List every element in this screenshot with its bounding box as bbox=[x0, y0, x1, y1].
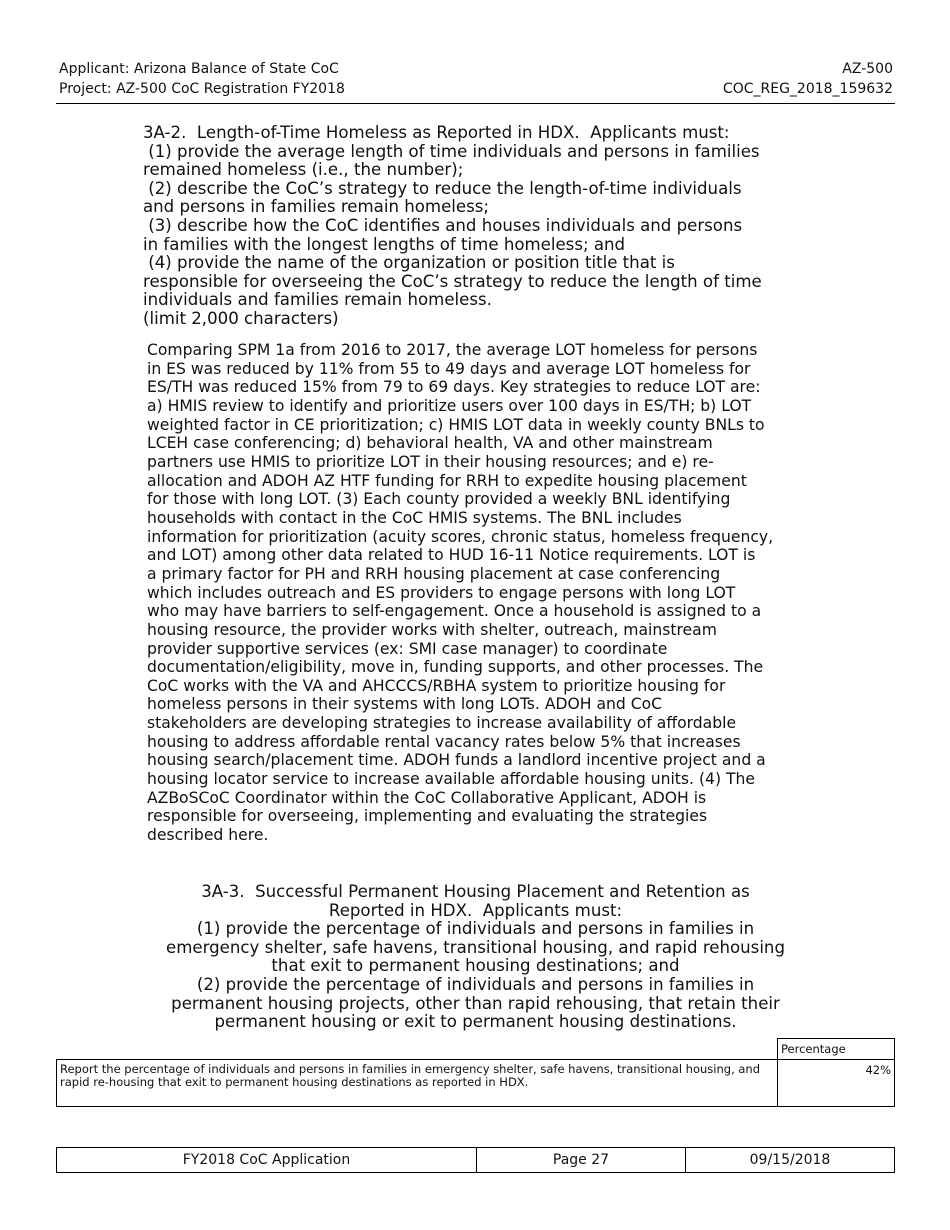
footer-application: FY2018 CoC Application bbox=[57, 1148, 477, 1173]
text-line: responsible for overseeing, implementing and evaluating the strategies bbox=[147, 807, 708, 826]
text-line: who may have barriers to self-engagement. Once a household is assigned to a bbox=[147, 602, 762, 621]
footer-page-number: Page 27 bbox=[477, 1148, 686, 1173]
page-footer bbox=[56, 1147, 895, 1173]
text-line: (3) describe how the CoC identifies and houses individuals and persons bbox=[143, 215, 743, 235]
text-line: (1) provide the percentage of individuals and persons in families in bbox=[196, 919, 755, 939]
text-line: housing resource, the provider works with shelter, outreach, mainstream bbox=[147, 620, 717, 639]
question-3a3 bbox=[143, 883, 808, 1032]
registration-id: COC_REG_2018_159632 bbox=[722, 81, 893, 97]
percentage-table bbox=[56, 1038, 895, 1107]
text-line: partners use HMIS to prioritize LOT in their housing resources; and e) re- bbox=[147, 452, 714, 471]
table-corner bbox=[57, 1039, 778, 1060]
text-line: (2) describe the CoC’s strategy to reduce the length-of-time individuals bbox=[143, 178, 742, 198]
metric-description: Report the percentage of individuals and persons in families in emergency shelter, safe havens, transitional housing, and rapid re-housing that exit to permanent housing destinations as reported in HDX. bbox=[57, 1060, 778, 1107]
text-line: (2) provide the percentage of individuals and persons in families in bbox=[196, 974, 755, 994]
page-header-left bbox=[59, 59, 345, 99]
text-line: permanent housing projects, other than rapid rehousing, that retain their bbox=[171, 993, 780, 1013]
answer-3a2 bbox=[147, 341, 817, 845]
text-line: ES/TH was reduced 15% from 79 to 69 days. Key strategies to reduce LOT are: bbox=[147, 378, 761, 397]
text-line: allocation and ADOH AZ HTF funding for RRH to expedite housing placement bbox=[147, 471, 747, 490]
coc-number: AZ-500 bbox=[842, 61, 893, 77]
table-row bbox=[57, 1060, 895, 1107]
text-line: a) HMIS review to identify and prioritize users over 100 days in ES/TH; b) LOT bbox=[147, 396, 752, 415]
text-line: in families with the longest lengths of time homeless; and bbox=[143, 234, 626, 254]
text-line: weighted factor in CE prioritization; c) HMIS LOT data in weekly county BNLs to bbox=[147, 415, 765, 434]
text-line: (4) provide the name of the organization or position title that is bbox=[143, 253, 675, 273]
text-line: for those with long LOT. (3) Each county provided a weekly BNL identifying bbox=[147, 490, 731, 509]
text-line: (1) provide the average length of time individuals and persons in families bbox=[143, 141, 760, 161]
text-line: a primary factor for PH and RRH housing placement at case conferencing bbox=[147, 564, 721, 583]
text-line: Comparing SPM 1a from 2016 to 2017, the average LOT homeless for persons bbox=[147, 341, 758, 359]
text-line: responsible for overseeing the CoC’s strategy to reduce the length of time bbox=[143, 271, 762, 291]
text-line: individuals and families remain homeless. bbox=[143, 290, 492, 310]
text-line: stakeholders are developing strategies to increase availability of affordable bbox=[147, 714, 737, 733]
header-divider bbox=[56, 103, 895, 104]
text-line: AZBoSCoC Coordinator within the CoC Collaborative Applicant, ADOH is bbox=[147, 788, 707, 807]
text-line: households with contact in the CoC HMIS systems. The BNL includes bbox=[147, 508, 682, 527]
text-line: information for prioritization (acuity scores, chronic status, homeless frequency, bbox=[147, 527, 774, 546]
text-line: Reported in HDX. Applicants must: bbox=[328, 900, 623, 920]
percentage-column-header: Percentage bbox=[778, 1039, 895, 1060]
text-line: housing locator service to increase available affordable housing units. (4) The bbox=[147, 770, 755, 789]
text-line: homeless persons in their systems with long LOTs. ADOH and CoC bbox=[147, 695, 663, 714]
text-line: and persons in families remain homeless; bbox=[143, 197, 489, 217]
project-name: Project: AZ-500 CoC Registration FY2018 bbox=[59, 81, 345, 97]
metric-value: 42% bbox=[778, 1060, 895, 1107]
text-line: provider supportive services (ex: SMI case manager) to coordinate bbox=[147, 639, 668, 658]
text-line: remained homeless (i.e., the number); bbox=[143, 160, 464, 180]
text-line: (limit 2,000 characters) bbox=[143, 308, 339, 328]
question-3a2 bbox=[143, 124, 823, 329]
applicant-name: Applicant: Arizona Balance of State CoC bbox=[59, 61, 339, 77]
page-header-right bbox=[723, 59, 893, 99]
text-line: 3A-3. Successful Permanent Housing Placement and Retention as bbox=[201, 882, 750, 901]
text-line: that exit to permanent housing destinations; and bbox=[271, 956, 680, 976]
footer-date: 09/15/2018 bbox=[686, 1148, 895, 1173]
text-line: and LOT) among other data related to HUD 16-11 Notice requirements. LOT is bbox=[147, 546, 756, 565]
text-line: emergency shelter, safe havens, transitional housing, and rapid rehousing bbox=[166, 937, 785, 957]
text-line: described here. bbox=[147, 826, 269, 845]
text-line: CoC works with the VA and AHCCCS/RBHA system to prioritize housing for bbox=[147, 676, 726, 695]
text-line: in ES was reduced by 11% from 55 to 49 days and average LOT homeless for bbox=[147, 359, 751, 378]
text-line: housing to address affordable rental vacancy rates below 5% that increases bbox=[147, 732, 741, 751]
text-line: documentation/eligibility, move in, funding supports, and other processes. The bbox=[147, 658, 764, 677]
text-line: which includes outreach and ES providers to engage persons with long LOT bbox=[147, 583, 736, 602]
text-line: housing search/placement time. ADOH funds a landlord incentive project and a bbox=[147, 751, 766, 770]
text-line: LCEH case conferencing; d) behavioral health, VA and other mainstream bbox=[147, 434, 713, 453]
text-line: permanent housing or exit to permanent housing destinations. bbox=[214, 1012, 737, 1032]
text-line: 3A-2. Length-of-Time Homeless as Reported in HDX. Applicants must: bbox=[143, 123, 730, 142]
